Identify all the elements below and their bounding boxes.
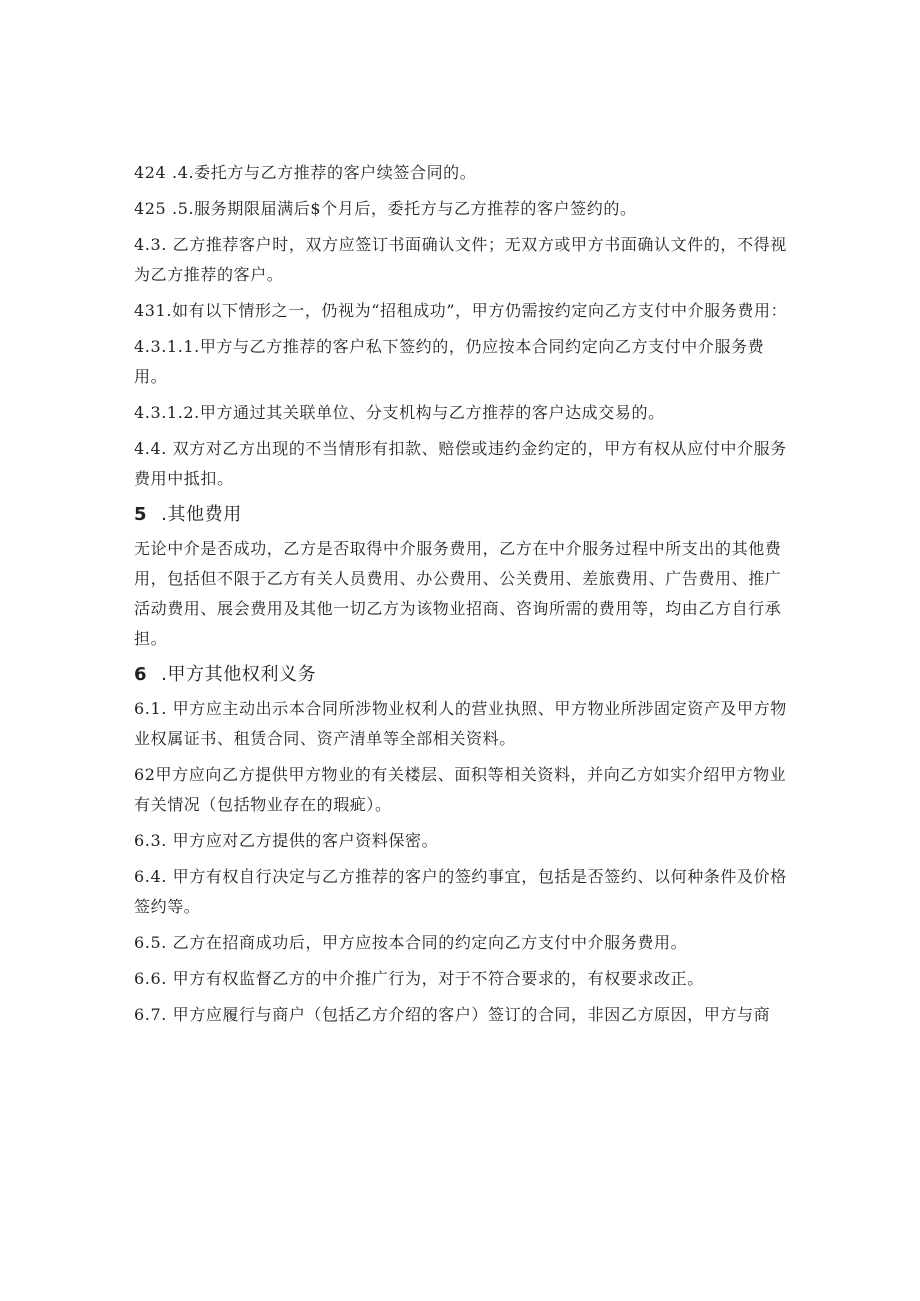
- section-title: .甲方其他权利义务: [161, 664, 317, 685]
- section-title: .其他费用: [161, 504, 242, 525]
- clause-4-3: 4.3. 乙方推荐客户时，双方应签订书面确认文件；无双方或甲方书面确认文件的，不得视为乙方推荐的客户。: [134, 235, 787, 284]
- clause-6-4: 6.4. 甲方有权自行决定与乙方推荐的客户的签约事宜，包括是否签约、以何种条件及价格签约等。: [134, 867, 787, 916]
- clause-4-3-1: 431.如有以下情形之一，仍视为“招租成功”，甲方仍需按约定向乙方支付中介服务费用：: [134, 301, 788, 320]
- clause-4-3-1-1: 4.3.1.1.甲方与乙方推荐的客户私下签约的，仍应按本合同约定向乙方支付中介服务费用。: [134, 337, 765, 386]
- section-number: 5: [134, 504, 148, 525]
- section-5-body: 无论中介是否成功，乙方是否取得中介服务费用，乙方在中介服务过程中所支出的其他费用，包括但不限于乙方有关人员费用、办公费用、公关费用、差旅费用、广告费用、推广活动费用、展会费用及其他一切乙方为该物业招商、咨询所需的费用等，均由乙方自行承担。: [134, 539, 782, 648]
- document-body: [134, 158, 794, 1036]
- clause-6-6: 6.6. 甲方有权监督乙方的中介推广行为，对于不符合要求的，有权要求改正。: [134, 969, 704, 988]
- clause-6-3: 6.3. 甲方应对乙方提供的客户资料保密。: [134, 831, 439, 850]
- section-number: 6: [134, 664, 148, 685]
- clause-6-1: 6.1. 甲方应主动出示本合同所涉物业权利人的营业执照、甲方物业所涉固定资产及甲方物业权属证书、租赁合同、资产清单等全部相关资料。: [134, 699, 787, 748]
- clause-6-7: 6.7. 甲方应履行与商户（包括乙方介绍的客户）签订的合同，非因乙方原因，甲方与商: [134, 1005, 771, 1024]
- clause-6-2: 62甲方应向乙方提供甲方物业的有关楼层、面积等相关资料，并向乙方如实介绍甲方物业有关情况（包括物业存在的瑕疵）。: [134, 765, 787, 814]
- clause-6-5: 6.5. 乙方在招商成功后，甲方应按本合同的约定向乙方支付中介服务费用。: [134, 933, 688, 952]
- clause-4-4: 4.4. 双方对乙方出现的不当情形有扣款、赔偿或违约金约定的，甲方有权从应付中介服务费用中抵扣。: [134, 439, 787, 488]
- clause-4-2-5: 425 .5.服务期限届满后$个月后，委托方与乙方推荐的客户签约的。: [134, 199, 637, 218]
- section-heading-5: [134, 500, 794, 530]
- section-heading-6: [134, 660, 794, 690]
- clause-4-2-4: 424 .4.委托方与乙方推荐的客户续签合同的。: [134, 163, 477, 182]
- clause-4-3-1-2: 4.3.1.2.甲方通过其关联单位、分支机构与乙方推荐的客户达成交易的。: [134, 403, 665, 422]
